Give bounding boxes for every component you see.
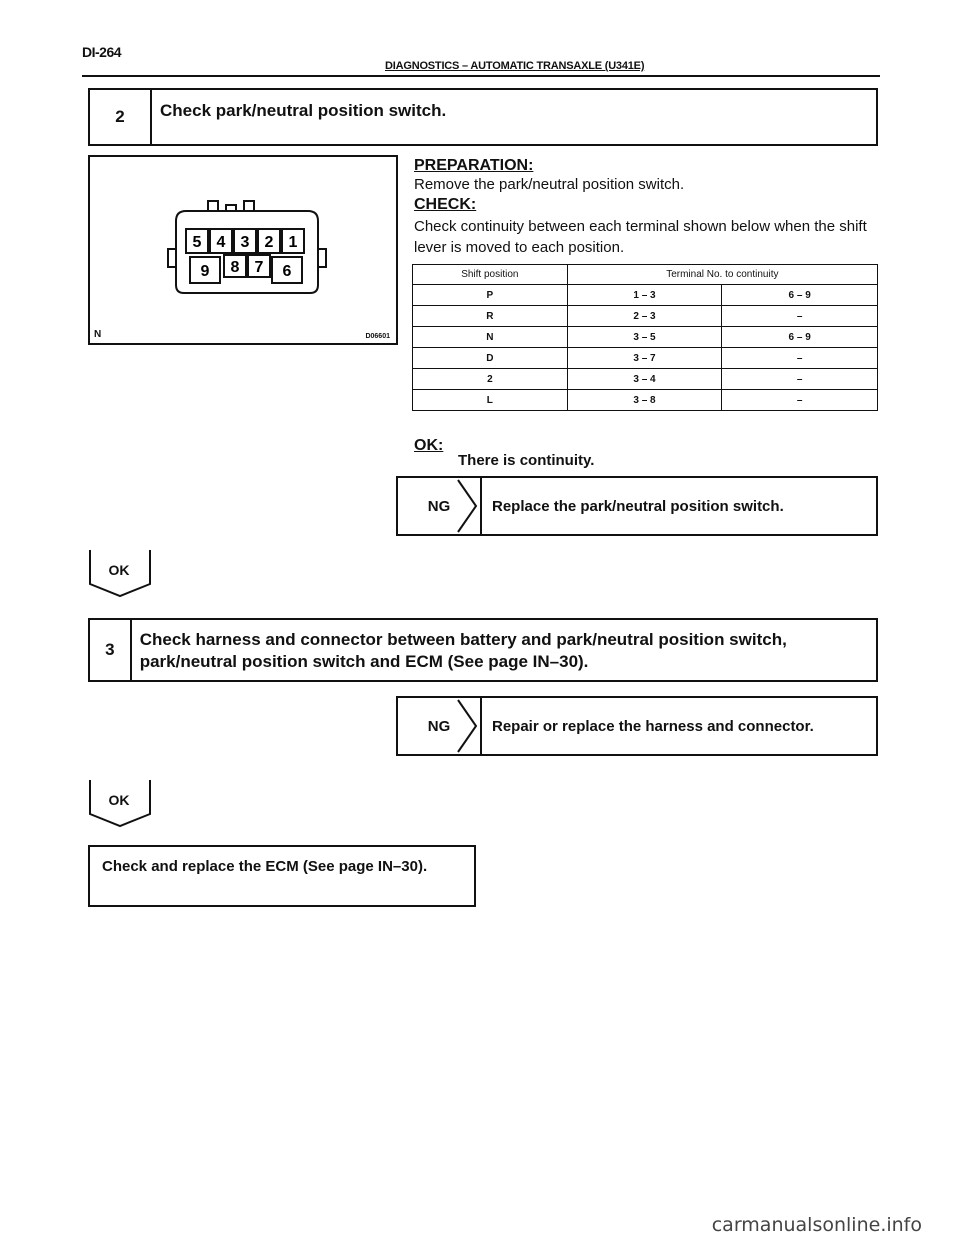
table-row bbox=[413, 306, 878, 327]
ok-flag-label: OK bbox=[108, 792, 130, 808]
table-header: Terminal No. to continuity bbox=[567, 265, 877, 285]
pin-label: 3 bbox=[240, 234, 250, 251]
table-row bbox=[413, 390, 878, 411]
step-3-box bbox=[88, 618, 878, 682]
pin-label: 8 bbox=[230, 259, 240, 276]
connector-drawing bbox=[90, 157, 396, 343]
ng-label: NG bbox=[427, 497, 451, 515]
table-header: Shift position bbox=[413, 265, 568, 285]
step-2-number: 2 bbox=[90, 90, 152, 144]
table-row bbox=[413, 327, 878, 348]
preparation-heading: PREPARATION: bbox=[414, 157, 534, 174]
ng-action-text: Repair or replace the harness and connector. bbox=[492, 717, 814, 735]
final-action-box: Check and replace the ECM (See page IN–30). bbox=[88, 845, 476, 907]
step-2-box bbox=[88, 88, 878, 146]
diagram-corner-label: N bbox=[94, 329, 102, 340]
ok-flag bbox=[88, 778, 158, 828]
table-cell: 3 – 8 bbox=[567, 390, 722, 411]
pin-label: 4 bbox=[216, 234, 226, 251]
ok-criteria-text: There is continuity. bbox=[458, 452, 595, 469]
table-cell: 3 – 4 bbox=[567, 369, 722, 390]
step-3-ng-box bbox=[396, 696, 878, 756]
table-cell: 2 – 3 bbox=[567, 306, 722, 327]
watermark: carmanualsonline.info bbox=[711, 1214, 922, 1236]
figure-code: D06601 bbox=[365, 333, 390, 340]
ng-label: NG bbox=[427, 717, 451, 735]
ng-action-text: Replace the park/neutral position switch. bbox=[492, 497, 784, 515]
table-cell: – bbox=[722, 369, 878, 390]
step-2-title: Check park/neutral position switch. bbox=[160, 101, 447, 120]
table-row bbox=[413, 285, 878, 306]
section-title: DIAGNOSTICS – AUTOMATIC TRANSAXLE (U341E) bbox=[385, 60, 645, 72]
preparation-text: Remove the park/neutral position switch. bbox=[414, 176, 685, 193]
pin-label: 9 bbox=[200, 263, 210, 280]
ok-flag-label: OK bbox=[108, 562, 130, 578]
table-cell: 6 – 9 bbox=[722, 327, 878, 348]
table-cell: L bbox=[413, 390, 568, 411]
page-code: DI-264 bbox=[82, 44, 122, 60]
connector-diagram bbox=[88, 155, 398, 345]
pin-label: 2 bbox=[264, 234, 274, 251]
step-3-title: Check harness and connector between battery and park/neutral position switch, park/neutral position switch and ECM (See page IN–30). bbox=[139, 630, 787, 671]
check-heading: CHECK: bbox=[414, 196, 477, 213]
table-row bbox=[413, 348, 878, 369]
pin-label: 6 bbox=[282, 263, 292, 280]
table-cell: – bbox=[722, 390, 878, 411]
table-cell: D bbox=[413, 348, 568, 369]
table-cell: – bbox=[722, 306, 878, 327]
ok-heading: OK: bbox=[414, 437, 444, 454]
ng-tag bbox=[398, 478, 482, 534]
pin-label: 1 bbox=[288, 234, 298, 251]
step-2-ng-box bbox=[396, 476, 878, 536]
table-row bbox=[413, 369, 878, 390]
table-header-row bbox=[413, 265, 878, 285]
table-cell: 2 bbox=[413, 369, 568, 390]
pin-label: 7 bbox=[254, 259, 264, 276]
table-cell: R bbox=[413, 306, 568, 327]
ng-tag bbox=[398, 698, 482, 754]
header-divider bbox=[82, 75, 880, 77]
continuity-table bbox=[412, 264, 878, 411]
table-cell: 3 – 5 bbox=[567, 327, 722, 348]
ok-flag bbox=[88, 548, 158, 598]
table-cell: N bbox=[413, 327, 568, 348]
step-3-number: 3 bbox=[90, 620, 132, 680]
table-cell: P bbox=[413, 285, 568, 306]
pin-label: 5 bbox=[192, 234, 202, 251]
table-cell: 3 – 7 bbox=[567, 348, 722, 369]
table-cell: 6 – 9 bbox=[722, 285, 878, 306]
table-cell: 1 – 3 bbox=[567, 285, 722, 306]
check-text: Check continuity between each terminal shown below when the shift lever is moved to each position. bbox=[414, 218, 867, 256]
table-cell: – bbox=[722, 348, 878, 369]
